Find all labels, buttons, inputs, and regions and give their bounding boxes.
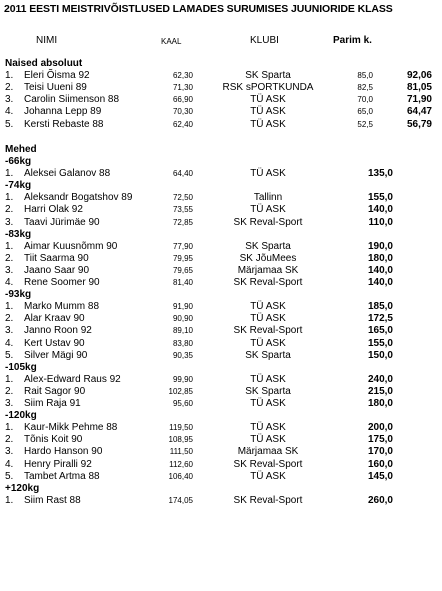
points-score: 56,79: [406, 118, 432, 130]
table-row: [0, 241, 442, 253]
club-name: Märjamaa SK: [237, 446, 299, 458]
place-number: 1.: [5, 422, 14, 434]
best-lift: 70,0: [357, 95, 373, 105]
club-name: SK Reval-Sport: [233, 277, 303, 288]
section-men: [0, 144, 442, 156]
place-number: 3.: [5, 264, 14, 276]
athlete-name: Aleksandr Bogatshov 89: [24, 192, 133, 204]
club-name: TÜ ASK: [250, 118, 286, 130]
athlete-name: Siim Raja 91: [24, 398, 81, 409]
best-lift: 82,5: [357, 83, 373, 93]
best-lift: 140,0: [367, 277, 393, 288]
body-weight: 102,85: [168, 386, 193, 396]
table-row: [0, 204, 442, 216]
table-row: [0, 495, 442, 507]
weight-class-1: [0, 180, 442, 192]
place-number: 3.: [5, 446, 14, 458]
table-row: [0, 338, 442, 350]
club-name: SK Reval-Sport: [233, 325, 303, 337]
best-lift: 200,0: [367, 422, 393, 434]
place-number: 4.: [5, 106, 14, 118]
club-name: TÜ ASK: [250, 106, 286, 118]
best-lift: 240,0: [367, 373, 393, 385]
athlete-name: Tõnis Koit 90: [24, 434, 83, 446]
place-number: 1.: [5, 168, 14, 180]
body-weight: 70,30: [172, 107, 193, 117]
table-row: [0, 301, 442, 313]
best-lift: 145,0: [367, 470, 393, 482]
header-best: Parim k.: [333, 35, 372, 46]
weight-class-0-label: -66kg: [5, 156, 32, 167]
body-weight: 112,60: [169, 459, 193, 469]
best-lift: 155,0: [367, 192, 393, 204]
document-title: 2011 EESTI MEISTRIVÕISTLUSED LAMADES SURUMISES JUUNIORIDE KLASS: [4, 3, 393, 15]
body-weight: 90,90: [172, 314, 193, 324]
best-lift: 155,0: [367, 337, 393, 349]
athlete-name: Aleksei Galanov 88: [24, 168, 111, 180]
club-name: Märjamaa SK: [237, 264, 299, 276]
athlete-name: Janno Roon 92: [24, 325, 92, 337]
athlete-name: Harri Olak 92: [24, 204, 83, 216]
club-name: TÜ ASK: [250, 337, 286, 349]
place-number: 5.: [5, 118, 14, 130]
table-row: [0, 119, 442, 131]
section-women: [0, 58, 442, 70]
athlete-name: Hardo Hanson 90: [24, 446, 103, 458]
weight-class-0: [0, 156, 442, 168]
place-number: 5.: [5, 349, 14, 361]
body-weight: 73,55: [172, 205, 193, 215]
athlete-name: Jaano Saar 90: [24, 264, 90, 276]
best-lift: 110,0: [368, 216, 393, 228]
club-name: TÜ ASK: [250, 373, 286, 385]
points-score: 92,06: [406, 70, 432, 82]
body-weight: 81,40: [172, 278, 193, 287]
body-weight: 91,90: [172, 302, 193, 312]
section-men-label: Mehed: [5, 143, 37, 155]
best-lift: 52,5: [357, 119, 373, 129]
table-row: [0, 459, 442, 471]
club-name: SK Sparta: [245, 385, 291, 397]
best-lift: 85,0: [357, 71, 373, 81]
athlete-name: Rene Soomer 90: [24, 277, 100, 288]
body-weight: 83,80: [172, 338, 193, 348]
best-lift: 190,0: [367, 240, 393, 252]
club-name: TÜ ASK: [250, 204, 286, 216]
best-lift: 260,0: [367, 494, 393, 506]
place-number: 4.: [5, 337, 14, 349]
best-lift: 135,0: [367, 168, 393, 180]
table-row: [0, 386, 442, 398]
table-row: [0, 471, 442, 483]
athlete-name: Silver Mägi 90: [24, 349, 88, 361]
club-name: TÜ ASK: [250, 470, 286, 482]
best-lift: 150,0: [367, 349, 393, 361]
place-number: 2.: [5, 313, 14, 325]
body-weight: 62,30: [172, 71, 193, 81]
place-number: 1.: [5, 192, 14, 204]
club-name: TÜ ASK: [250, 301, 286, 313]
best-lift: 140,0: [367, 204, 393, 216]
athlete-name: Carolin Siimenson 88: [24, 94, 120, 106]
best-lift: 65,0: [357, 107, 373, 117]
club-name: TÜ ASK: [250, 434, 286, 446]
athlete-name: Kersti Rebaste 88: [24, 118, 104, 130]
header-weight: KAAL: [161, 37, 182, 46]
place-number: 1.: [5, 240, 14, 252]
table-row: [0, 350, 442, 362]
place-number: 2.: [5, 82, 14, 94]
athlete-name: Aimar Kuusnõmm 90: [24, 240, 118, 252]
place-number: 2.: [5, 385, 14, 397]
club-name: SK Reval-Sport: [233, 458, 303, 470]
athlete-name: Eleri Õisma 92: [24, 70, 90, 82]
place-number: 2.: [5, 434, 14, 446]
table-row: [0, 82, 442, 94]
weight-class-6-label: +120kg: [5, 482, 40, 494]
body-weight: 71,30: [172, 83, 193, 93]
club-name: SK JõuMees: [239, 252, 297, 264]
club-name: SK Reval-Sport: [233, 216, 303, 228]
athlete-name: Tambet Artma 88: [24, 470, 100, 482]
body-weight: 119,50: [169, 423, 193, 433]
best-lift: 172,5: [367, 313, 393, 325]
best-lift: 165,0: [367, 325, 393, 337]
table-row: [0, 374, 442, 386]
best-lift: 140,0: [367, 264, 393, 276]
table-row: [0, 265, 442, 277]
best-lift: 170,0: [367, 446, 393, 458]
body-weight: 72,85: [172, 217, 193, 227]
weight-class-2-label: -83kg: [5, 228, 32, 240]
place-number: 2.: [5, 252, 14, 264]
athlete-name: Kaur-Mikk Pehme 88: [24, 422, 118, 434]
table-row: [0, 70, 442, 82]
place-number: 5.: [5, 470, 14, 482]
best-lift: 160,0: [367, 458, 393, 470]
club-name: RSK sPORTKUNDA: [222, 82, 314, 94]
body-weight: 72,50: [172, 193, 193, 203]
place-number: 1.: [5, 70, 14, 82]
table-row: [0, 192, 442, 204]
table-row: [0, 434, 442, 446]
best-lift: 215,0: [367, 385, 393, 397]
weight-class-3-label: -93kg: [5, 289, 32, 301]
body-weight: 111,50: [169, 447, 193, 457]
athlete-name: Henry Piralli 92: [24, 458, 92, 470]
body-weight: 79,95: [172, 253, 193, 263]
body-weight: 174,05: [168, 495, 193, 505]
place-number: 1.: [5, 373, 14, 385]
club-name: TÜ ASK: [250, 168, 286, 180]
place-number: 4.: [5, 277, 14, 288]
table-row: [0, 398, 442, 410]
table-row: [0, 168, 442, 180]
weight-class-3: [0, 289, 442, 301]
athlete-name: Tiit Saarma 90: [24, 252, 89, 264]
points-score: 64,47: [406, 106, 432, 118]
athlete-name: Alex-Edward Raus 92: [24, 373, 121, 385]
athlete-name: Siim Rast 88: [24, 494, 81, 506]
body-weight: 106,40: [168, 471, 193, 481]
points-score: 81,05: [406, 82, 432, 94]
place-number: 3.: [5, 398, 14, 409]
body-weight: 108,95: [168, 435, 193, 445]
athlete-name: Alar Kraav 90: [24, 313, 85, 325]
athlete-name: Marko Mumm 88: [24, 301, 100, 313]
weight-class-5: [0, 410, 442, 422]
body-weight: 77,90: [172, 241, 193, 251]
weight-class-1-label: -74kg: [5, 180, 32, 192]
best-lift: 180,0: [367, 252, 393, 264]
header-club: KLUBI: [250, 35, 279, 46]
place-number: 3.: [5, 325, 14, 337]
club-name: SK Reval-Sport: [233, 494, 303, 506]
athlete-name: Johanna Lepp 89: [24, 106, 102, 118]
athlete-name: Rait Sagor 90: [24, 385, 86, 397]
weight-class-6: [0, 483, 442, 495]
club-name: Tallinn: [253, 192, 283, 204]
club-name: SK Sparta: [245, 349, 291, 361]
table-row: [0, 422, 442, 434]
body-weight: 90,35: [172, 350, 193, 360]
athlete-name: Kert Ustav 90: [24, 337, 85, 349]
place-number: 3.: [5, 94, 14, 106]
club-name: TÜ ASK: [250, 398, 286, 409]
club-name: SK Sparta: [245, 240, 291, 252]
place-number: 2.: [5, 204, 14, 216]
club-name: TÜ ASK: [250, 313, 286, 325]
body-weight: 95,60: [172, 399, 193, 408]
table-row: [0, 106, 442, 118]
table-row: [0, 217, 442, 229]
place-number: 1.: [5, 494, 14, 506]
body-weight: 99,90: [172, 374, 193, 384]
table-row: [0, 325, 442, 337]
table-row: [0, 253, 442, 265]
header-name: NIMI: [36, 35, 58, 46]
section-women-label: Naised absoluut: [5, 58, 83, 69]
body-weight: 89,10: [172, 326, 193, 336]
club-name: TÜ ASK: [250, 94, 286, 106]
athlete-name: Teisi Uueni 89: [24, 82, 87, 94]
weight-class-5-label: -120kg: [5, 410, 37, 422]
place-number: 1.: [5, 301, 14, 313]
table-row: [0, 94, 442, 106]
place-number: 3.: [5, 216, 14, 228]
points-score: 71,90: [406, 94, 432, 106]
body-weight: 64,40: [172, 169, 193, 179]
place-number: 4.: [5, 458, 14, 470]
weight-class-4: [0, 362, 442, 374]
best-lift: 180,0: [367, 398, 393, 409]
club-name: TÜ ASK: [250, 422, 286, 434]
best-lift: 175,0: [367, 434, 393, 446]
athlete-name: Taavi Jürimäe 90: [24, 216, 100, 228]
table-row: [0, 446, 442, 458]
table-row: [0, 313, 442, 325]
weight-class-4-label: -105kg: [5, 361, 37, 373]
best-lift: 185,0: [367, 301, 393, 313]
table-row: [0, 277, 442, 289]
body-weight: 66,90: [172, 95, 193, 105]
club-name: SK Sparta: [245, 70, 291, 82]
weight-class-2: [0, 229, 442, 241]
body-weight: 62,40: [172, 119, 193, 129]
body-weight: 79,65: [172, 265, 193, 275]
